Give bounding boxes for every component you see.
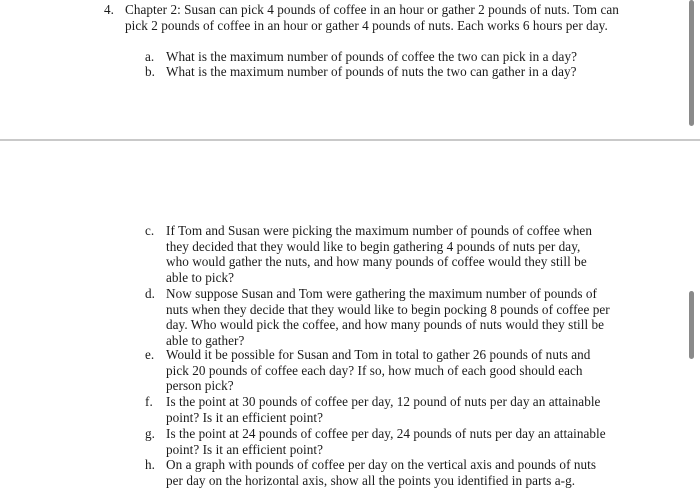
part-letter: g. [145,426,155,441]
part-letter: d. [145,286,155,301]
part-text: Would it be possible for Susan and Tom in total to gather 26 pounds of nuts and pick 20 pounds of coffee each day? If so, how much of each good should each person pick? [166,347,591,394]
part-text: On a graph with pounds of coffee per day on the vertical axis and pounds of nuts per day on the horizontal axis, show all the points you identified in parts a-g. [166,457,597,488]
scrollbar-thumb[interactable] [689,0,694,126]
scrollbar-thumb[interactable] [689,291,694,359]
document-page-top [0,0,700,140]
part-letter: e. [145,347,155,362]
part-letter: h. [145,457,155,472]
part-letter: b. [145,64,155,79]
part-text: Is the point at 30 pounds of coffee per day, 12 pound of nuts per day an attainable point? Is it an efficient point? [166,394,601,425]
part-text: What is the maximum number of pounds of nuts the two can gather in a day? [166,64,577,79]
part-letter: a. [145,49,155,64]
part-text: What is the maximum number of pounds of coffee the two can pick in a day? [166,49,577,64]
question-number: 4. [104,2,114,17]
document-page-bottom [0,141,700,498]
part-letter: c. [145,223,155,238]
part-text: Now suppose Susan and Tom were gathering the maximum number of pounds of nuts when they decide that they would like to begin pocking 8 pounds of coffee per day. Who would pick the coffee, and how many pounds of nuts would they still be able to gather? [166,286,610,348]
question-text: Chapter 2: Susan can pick 4 pounds of coffee in an hour or gather 2 pounds of nuts. Tom can pick 2 pounds of coffee in an hour or gather 4 pounds of nuts. Each works 6 hours per day. [125,2,619,33]
part-text: Is the point at 24 pounds of coffee per day, 24 pounds of nuts per day an attainable point? Is it an efficient point? [166,426,606,457]
part-letter: f. [145,394,153,409]
part-text: If Tom and Susan were picking the maximum number of pounds of coffee when they decided that they would like to begin gathering 4 pounds of nuts per day, who would gather the nuts, and how many pounds of coffee would they still be able to pick? [166,223,592,285]
